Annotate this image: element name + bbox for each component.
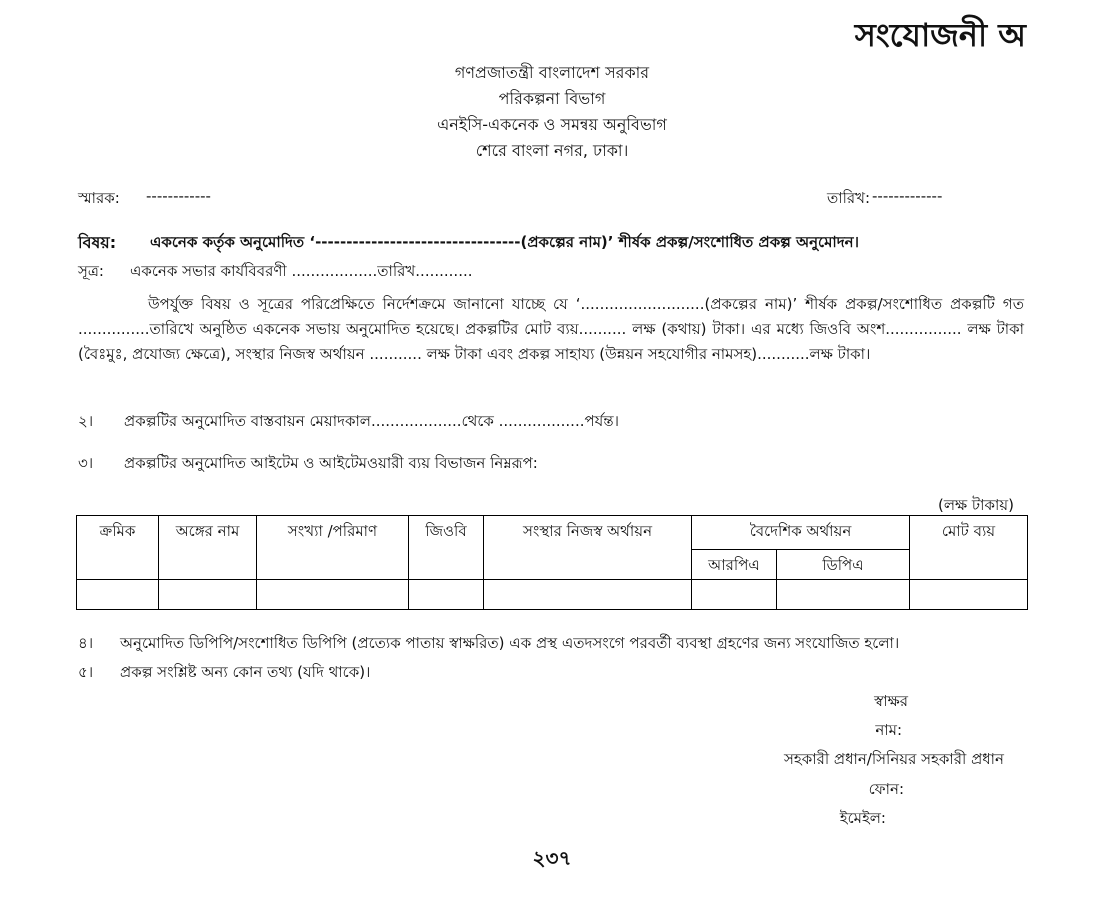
col-foreign: বৈদেশিক অর্থায়ন	[692, 516, 910, 550]
cell-empty	[777, 580, 910, 610]
source-text: একনেক সভার কার্যবিবরণী ..................তারিখ............	[130, 262, 473, 280]
table-row	[77, 580, 1028, 610]
signature-phone: ফোন:	[868, 780, 904, 798]
item4-number: ৪।	[78, 634, 94, 652]
header-address: শেরে বাংলা নগর, ঢাকা।	[475, 141, 629, 160]
col-component: অঙ্গের নাম	[159, 516, 257, 580]
header-division: পরিকল্পনা বিভাগ	[498, 89, 606, 108]
cell-empty	[257, 580, 409, 610]
source-label: সূত্র:	[78, 262, 104, 280]
memo-ref-label: স্মারক:	[78, 189, 120, 207]
signature-email: ইমেইল:	[839, 809, 886, 827]
cell-empty	[484, 580, 692, 610]
item2-text: প্রকল্পটির অনুমোদিত বাস্তবায়ন মেয়াদকাল...................থেকে ..................পর্যন্ত।	[124, 412, 620, 430]
table-header-row	[77, 516, 1028, 550]
body-paragraph	[78, 292, 1024, 367]
header-wing: এনইসি-একনেক ও সমন্বয় অনুবিভাগ	[437, 115, 667, 134]
memo-date-value: -------------	[872, 187, 943, 205]
col-dpa: ডিপিএ	[777, 550, 910, 580]
col-quantity: সংখ্যা /পরিমাণ	[257, 516, 409, 580]
subject-label: বিষয়:	[78, 233, 117, 252]
item2-number: ২।	[78, 412, 94, 430]
signature-name: নাম:	[875, 721, 902, 739]
cell-empty	[409, 580, 484, 610]
col-gob: জিওবি	[409, 516, 484, 580]
col-own-fund: সংস্থার নিজস্ব অর্থায়ন	[484, 516, 692, 580]
item3-text: প্রকল্পটির অনুমোদিত আইটেম ও আইটেমওয়ারী ব্যয় বিভাজন নিম্নরূপ:	[124, 454, 538, 472]
cell-empty	[910, 580, 1028, 610]
annexure-title: সংযোজনী অ	[854, 16, 1026, 54]
item5-number: ৫।	[78, 663, 94, 681]
page-number: ২৩৭	[532, 846, 572, 870]
memo-date-label: তারিখ:	[827, 189, 871, 207]
col-serial: ক্রমিক	[77, 516, 159, 580]
header-government: গণপ্রজাতন্ত্রী বাংলাদেশ সরকার	[454, 63, 650, 82]
item4-text: অনুমোদিত ডিপিপি/সংশোধিত ডিপিপি (প্রত্যেক পাতায় স্বাক্ষরিত) এক প্রস্থ এতদসংগে পরবর্তী ব্যবস্থা গ্রহণের জন্য সংযোজিত হলো।	[120, 634, 900, 652]
memo-ref-value: ------------	[146, 187, 211, 205]
cost-breakdown-table	[76, 515, 1028, 610]
col-total: মোট ব্যয়	[910, 516, 1028, 580]
item5-text: প্রকল্প সংশ্লিষ্ট অন্য কোন তথ্য (যদি থাকে)।	[120, 663, 371, 681]
signature-label: স্বাক্ষর	[874, 692, 908, 710]
signature-designation: সহকারী প্রধান/সিনিয়র সহকারী প্রধান	[783, 750, 1004, 768]
cell-empty	[77, 580, 159, 610]
item3-number: ৩।	[78, 454, 94, 472]
para1-text: উপর্যুক্ত বিষয় ও সূত্রের পরিপ্রেক্ষিতে নির্দেশক্রমে জানানো যাচ্ছে যে ‘..........................(প্রকল্পের নাম)’ শীর্ষক প্রকল্প/সংশোধিত প্রকল্পটি গত ...............তারিখে অনুষ্ঠিত একনেক সভায় অনুমোদিত হয়েছে। প্রকল্পটির মোট ব্যয়.......... লক্ষ (কথায়) টাকা। এর মধ্যে জিওবি অংশ................ লক্ষ টাকা (বৈঃমুঃ, প্রযোজ্য ক্ষেত্রে), সংস্থার নিজস্ব অর্থায়ন ........... লক্ষ টাকা এবং প্রকল্প সাহায্য (উন্নয়ন সহযোগীর নামসহ)...........লক্ষ টাকা।	[78, 295, 1024, 363]
col-rpa: আরপিএ	[692, 550, 777, 580]
cell-empty	[692, 580, 777, 610]
subject-text: একনেক কর্তৃক অনুমোদিত ‘---------------------------------(প্রকল্পের নাম)’ শীর্ষক প্রকল্প/সংশোধিত প্রকল্প অনুমোদন।	[150, 233, 859, 251]
table-unit-note: (লক্ষ টাকায়)	[937, 496, 1014, 514]
cell-empty	[159, 580, 257, 610]
